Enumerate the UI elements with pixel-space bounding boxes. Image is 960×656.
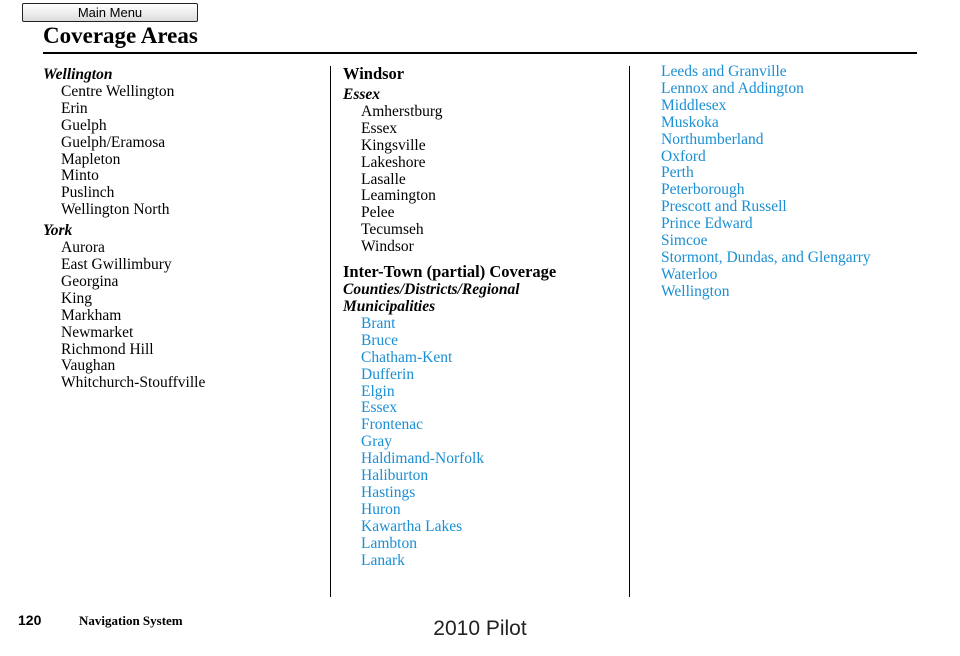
- main-menu-button[interactable]: Main Menu: [22, 3, 198, 22]
- wellington-item: Erin: [61, 99, 88, 117]
- wellington-item: Minto: [61, 167, 99, 185]
- coverage-link[interactable]: Oxford: [661, 147, 706, 165]
- coverage-link[interactable]: Brant: [361, 314, 396, 332]
- york-item: Markham: [61, 306, 122, 324]
- coverage-link[interactable]: Dufferin: [361, 365, 415, 383]
- york-item: Aurora: [61, 239, 105, 257]
- essex-item: Lakeshore: [361, 153, 426, 171]
- coverage-link[interactable]: Lennox and Addington: [661, 79, 804, 97]
- essex-item: Leamington: [361, 187, 436, 205]
- wellington-list: [43, 84, 323, 219]
- wellington-item: Guelph: [61, 116, 107, 134]
- column-2: [343, 64, 623, 573]
- york-item: Richmond Hill: [61, 340, 154, 358]
- coverage-link[interactable]: Wellington: [661, 282, 730, 300]
- page-title: Coverage Areas: [43, 23, 198, 48]
- intertown-link-list: [343, 316, 623, 570]
- wellington-item: Wellington North: [61, 201, 170, 219]
- coverage-link[interactable]: Middlesex: [661, 96, 727, 114]
- wellington-item: Puslinch: [61, 184, 115, 202]
- coverage-link[interactable]: Waterloo: [661, 265, 718, 283]
- intertown-subheading-1: Counties/Districts/Regional: [343, 281, 520, 299]
- york-item: Whitchurch-Stouffville: [61, 374, 206, 392]
- coverage-link[interactable]: Stormont, Dundas, and Glengarry: [661, 248, 871, 266]
- york-item: Newmarket: [61, 323, 134, 341]
- york-item: East Gwillimbury: [61, 255, 172, 273]
- coverage-link[interactable]: Chatham-Kent: [361, 348, 453, 366]
- york-item: Vaughan: [61, 357, 116, 375]
- essex-item: Pelee: [361, 204, 395, 222]
- coverage-link[interactable]: Simcoe: [661, 232, 708, 250]
- coverage-link[interactable]: Lanark: [361, 551, 405, 569]
- coverage-link[interactable]: Kawartha Lakes: [361, 517, 463, 535]
- page-number: 120: [18, 612, 42, 628]
- title-rule: [43, 52, 917, 54]
- coverage-link[interactable]: Haldimand-Norfolk: [361, 450, 485, 468]
- essex-item: Amherstburg: [361, 102, 443, 120]
- watermark-text: 2010 Pilot: [433, 617, 527, 640]
- group-heading-wellington: Wellington: [43, 66, 113, 83]
- wellington-item: Guelph/Eramosa: [61, 133, 166, 151]
- coverage-link[interactable]: Prescott and Russell: [661, 198, 787, 216]
- intertown-link-list-continued: [661, 64, 941, 301]
- coverage-link[interactable]: Peterborough: [661, 181, 745, 199]
- essex-item: Kingsville: [361, 136, 426, 154]
- coverage-link[interactable]: Elgin: [361, 382, 395, 400]
- essex-item: Windsor: [361, 238, 414, 256]
- york-item: Georgina: [61, 272, 119, 290]
- intertown-subheading-2: Municipalities: [343, 297, 436, 315]
- coverage-link[interactable]: Muskoka: [661, 113, 719, 131]
- coverage-link[interactable]: Northumberland: [661, 130, 764, 148]
- intertown-heading: Inter-Town (partial) Coverage: [343, 262, 557, 282]
- coverage-link[interactable]: Perth: [661, 164, 694, 182]
- essex-item: Essex: [361, 119, 398, 137]
- essex-item: Tecumseh: [361, 221, 424, 239]
- coverage-link[interactable]: Prince Edward: [661, 215, 753, 233]
- essex-list: [343, 104, 623, 256]
- essex-heading: Essex: [343, 86, 381, 103]
- footer-section-title: Navigation System: [79, 613, 183, 628]
- coverage-link[interactable]: Essex: [361, 399, 398, 417]
- wellington-item: Mapleton: [61, 150, 121, 168]
- group-heading-york: York: [43, 222, 73, 240]
- coverage-link[interactable]: Huron: [361, 500, 401, 518]
- coverage-link[interactable]: Lambton: [361, 534, 417, 552]
- coverage-link[interactable]: Frontenac: [361, 416, 423, 434]
- wellington-item: Centre Wellington: [61, 82, 175, 100]
- coverage-link[interactable]: Hastings: [361, 483, 416, 501]
- york-list: [43, 240, 323, 392]
- column-divider-1: [330, 66, 331, 597]
- coverage-link[interactable]: Leeds and Granville: [661, 63, 787, 80]
- coverage-link[interactable]: Haliburton: [361, 467, 429, 485]
- column-divider-2: [629, 66, 630, 597]
- column-1: [43, 64, 323, 396]
- coverage-link[interactable]: Bruce: [361, 331, 399, 349]
- york-item: King: [61, 289, 92, 307]
- column-3: [661, 64, 941, 305]
- coverage-link[interactable]: Gray: [361, 433, 392, 451]
- windsor-heading: Windsor: [343, 64, 405, 83]
- essex-item: Lasalle: [361, 170, 406, 188]
